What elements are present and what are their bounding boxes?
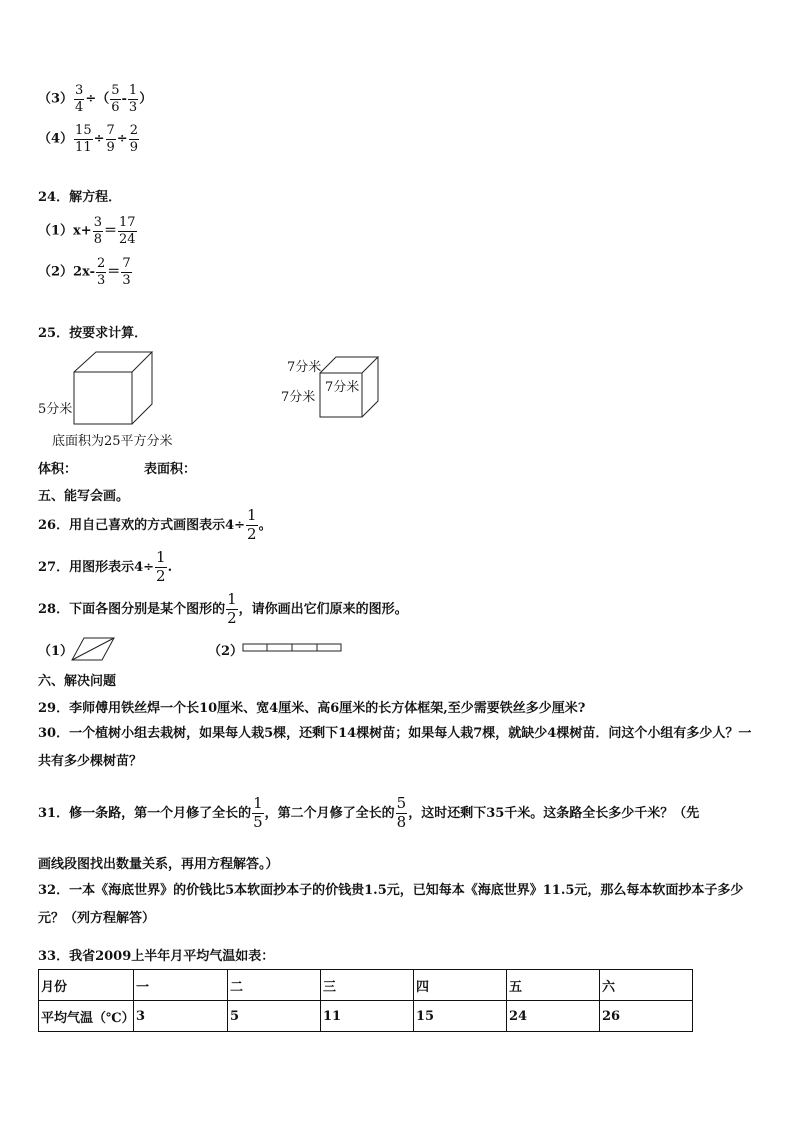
table-cell: 15 — [414, 1001, 507, 1032]
cuboid-front-face — [74, 372, 132, 424]
cuboid-side-face — [132, 352, 152, 424]
table-cell: 24 — [507, 1001, 600, 1032]
q31-line2: 画线段图找出数量关系，再用方程解答。） — [38, 857, 279, 872]
q28-fig2-label: （2） — [208, 644, 244, 659]
q31-line1: 31．修一条路，第一个月修了全长的 $\frac{1}{5}$ ，第二个月修了全长的 $\frac{5}{8}$ ，这时还剩下35千米。这条路全长多少千米？（先 — [38, 794, 700, 831]
table-cell: 11 — [321, 1001, 414, 1032]
cube-side-label: 7分米 — [281, 390, 316, 405]
q25-title: 25．按要求计算． — [38, 326, 148, 341]
table-cell: 平均气温（℃） — [39, 1001, 134, 1032]
cube-top-face — [320, 357, 378, 373]
q23-item4: （4） $\frac{15}{11}$ ÷ $\frac{7}{9}$ ÷ $\frac{2}{9}$ — [38, 123, 138, 155]
cuboid-base-label: 底面积为25平方分米 — [52, 434, 173, 449]
table-cell: 三 — [321, 970, 414, 1001]
table-cell: 5 — [228, 1001, 321, 1032]
cube-side-face — [362, 357, 378, 417]
table-cell: 六 — [600, 970, 693, 1001]
table-cell: 一 — [134, 970, 228, 1001]
table-cell: 3 — [134, 1001, 228, 1032]
q24-eq1: （1）x+ $\frac{3}{8}$ ＝ $\frac{17}{24}$ — [38, 215, 136, 247]
table-cell: 26 — [600, 1001, 693, 1032]
cube-face-label: 7分米 — [325, 380, 360, 395]
cube-top-label: 7分米 — [287, 360, 322, 375]
temperature-table — [38, 969, 693, 1032]
q29: 29．李师傅用铁丝焊一个长10厘米、宽4厘米、高6厘米的长方体框架,至少需要铁丝多少厘米? — [38, 701, 586, 716]
section-5-heading: 五、能写会画。 — [38, 489, 130, 504]
table-header-row — [39, 970, 693, 1001]
table-row — [39, 1001, 693, 1032]
section-6-heading: 六、解决问题 — [38, 674, 117, 689]
surface-area-label: 表面积： — [144, 462, 197, 477]
parallelogram-figure — [72, 636, 118, 662]
q32: 32．一本《海底世界》的价钱比5本软面抄本子的价钱贵1.5元，已知每本《海底世界》11.5元，那么每本软面抄本子多少元？（列方程解答） — [38, 883, 744, 926]
strip-rectangle-figure — [243, 643, 343, 653]
table-cell: 月份 — [39, 970, 134, 1001]
q27: 27．用图形表示4÷ $\frac{1}{2}$ . — [38, 548, 173, 585]
q24-title: 24．解方程． — [38, 190, 122, 205]
cuboid-top-face — [74, 352, 152, 372]
table-cell: 二 — [228, 970, 321, 1001]
q23-item3: （3） $\frac{3}{4}$ ÷（ $\frac{5}{6}$ - $\frac{1}{3}$ ） — [38, 83, 153, 115]
q33-title: 33．我省2009上半年月平均气温如表： — [38, 949, 275, 964]
q28: 28．下面各图分别是某个图形的 $\frac{1}{2}$ ，请你画出它们原来的图形。 — [38, 590, 408, 627]
q24-eq2: （2）2x- $\frac{2}{3}$ ＝ $\frac{7}{3}$ — [38, 256, 131, 288]
cuboid-height-label: 5分米 — [38, 402, 73, 417]
cuboid-figure-1 — [70, 350, 160, 430]
q28-fig1-label: （1） — [38, 644, 74, 659]
table-cell: 五 — [507, 970, 600, 1001]
q30: 30．一个植树小组去栽树，如果每人栽5棵，还剩下14棵树苗；如果每人栽7棵，就缺少4棵树苗．问这个小组有多少人？一共有多少棵树苗？ — [38, 726, 752, 769]
table-cell: 四 — [414, 970, 507, 1001]
volume-label: 体积： — [38, 462, 78, 477]
q26: 26．用自己喜欢的方式画图表示4÷ $\frac{1}{2}$ 。 — [38, 506, 272, 543]
